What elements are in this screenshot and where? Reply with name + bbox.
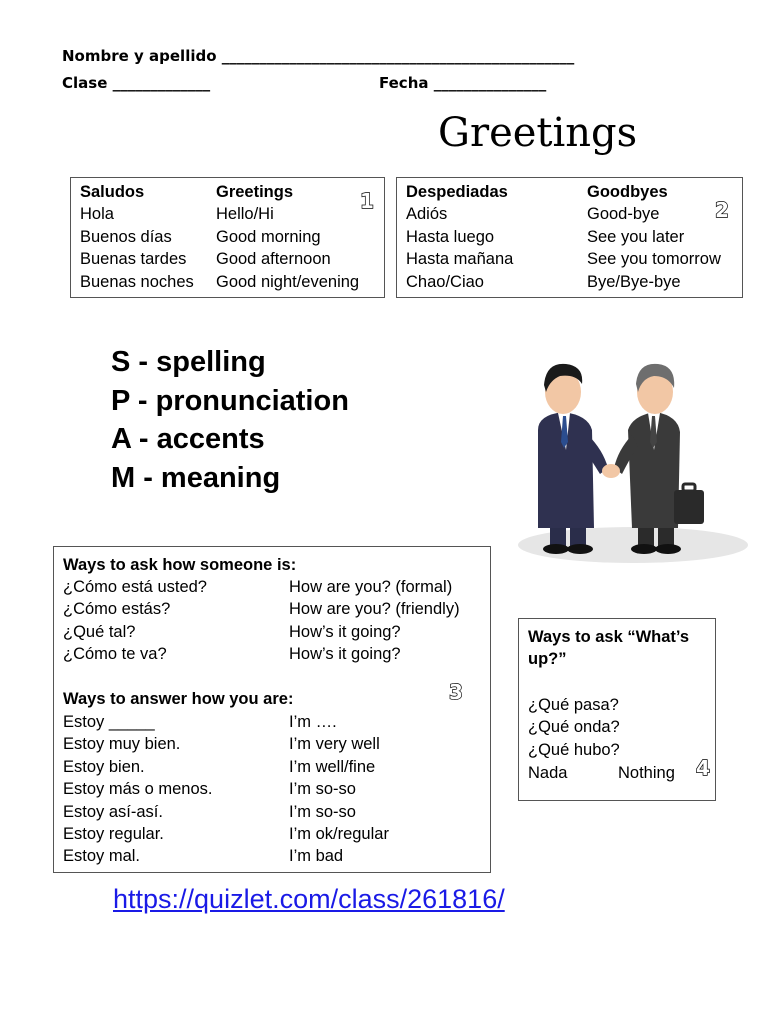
list-item: I’m very well <box>289 735 380 754</box>
list-item: I’m so-so <box>289 802 356 821</box>
box-number-4: 4 <box>696 756 710 780</box>
ask-header: Ways to ask how someone is: <box>63 556 297 574</box>
list-item: I’m ok/regular <box>289 824 389 843</box>
list-item: Adiós <box>406 205 448 224</box>
column-header: Goodbyes <box>587 183 668 201</box>
list-item: ¿Qué tal? <box>63 622 136 641</box>
list-item: Buenos días <box>80 227 172 246</box>
page-title: Greetings <box>438 110 638 156</box>
list-item: I’m …. <box>289 713 337 731</box>
list-item: Buenas tardes <box>80 250 187 269</box>
list-item: See you later <box>587 227 685 246</box>
spam-item: M - meaning <box>111 461 281 494</box>
goodbyes-english-column <box>587 181 721 293</box>
nada-spanish: Nada <box>528 764 568 782</box>
ask-english-column <box>289 576 460 666</box>
list-item: How are you? (formal) <box>289 578 453 596</box>
list-item: Hasta luego <box>406 227 495 246</box>
box-number-1: 1 <box>360 189 374 213</box>
list-item: I’m so-so <box>289 780 356 799</box>
list-item: Hello/Hi <box>216 205 274 224</box>
greetings-english-column <box>216 181 359 293</box>
column-header: Despediadas <box>406 183 508 201</box>
list-item: Good night/evening <box>216 272 360 291</box>
handshake-illustration <box>508 350 748 565</box>
list-item: ¿Qué onda? <box>528 718 620 737</box>
list-item: See you tomorrow <box>587 250 721 269</box>
class-line: Clase _____________ <box>62 74 211 92</box>
list-item: Hasta mañana <box>406 250 514 269</box>
whats-up-header <box>528 626 689 671</box>
list-item: Estoy bien. <box>63 757 145 776</box>
list-item: Good afternoon <box>216 250 331 269</box>
goodbyes-spanish-column <box>406 181 513 293</box>
spam-mnemonic <box>111 343 349 497</box>
list-item: Estoy regular. <box>63 824 164 843</box>
list-item: ¿Cómo te va? <box>63 645 167 664</box>
ask-spanish-column <box>63 576 207 666</box>
list-item: I’m bad <box>289 847 344 866</box>
date-line: Fecha _______________ <box>379 74 547 92</box>
list-item: ¿Cómo estás? <box>63 600 171 619</box>
list-item: Good morning <box>216 227 321 246</box>
whats-up-list <box>528 694 620 761</box>
nothing-english: Nothing <box>618 764 675 782</box>
list-item: ¿Qué hubo? <box>528 740 620 759</box>
list-item: Estoy _____ <box>63 713 155 731</box>
answer-header: Ways to answer how you are: <box>63 690 294 708</box>
list-item: Bye/Bye-bye <box>587 272 681 291</box>
list-item: Hola <box>80 205 114 224</box>
businessman-left <box>538 364 608 554</box>
column-header: Greetings <box>216 183 294 201</box>
businessman-right <box>614 364 704 554</box>
answer-spanish-column <box>63 711 212 868</box>
header-line: up?” <box>528 650 567 669</box>
list-item: I’m well/fine <box>289 757 376 776</box>
spam-item: P - pronunciation <box>111 384 349 417</box>
list-item: Estoy muy bien. <box>63 735 181 754</box>
spam-item: A - accents <box>111 423 265 455</box>
answer-english-column <box>289 711 389 868</box>
list-item: Buenas noches <box>80 272 194 291</box>
header-line: Ways to ask “What’s <box>528 628 690 646</box>
list-item: How are you? (friendly) <box>289 600 460 619</box>
list-item: How’s it going? <box>289 622 401 641</box>
greetings-spanish-column <box>80 181 194 293</box>
list-item: Good-bye <box>587 205 660 224</box>
name-line: Nombre y apellido _______________________________________________ <box>62 47 575 65</box>
list-item: Chao/Ciao <box>406 272 484 291</box>
list-item: Estoy así-así. <box>63 802 163 821</box>
column-header: Saludos <box>80 183 145 201</box>
list-item: Estoy más o menos. <box>63 780 213 799</box>
spam-item: S - spelling <box>111 346 266 378</box>
list-item: How’s it going? <box>289 645 401 664</box>
list-item: ¿Qué pasa? <box>528 696 619 714</box>
box-number-3: 3 <box>449 680 463 704</box>
box-number-2: 2 <box>715 198 729 222</box>
list-item: Estoy mal. <box>63 847 141 866</box>
list-item: ¿Cómo está usted? <box>63 578 207 596</box>
quizlet-link[interactable]: https://quizlet.com/class/261816/ <box>113 884 505 914</box>
